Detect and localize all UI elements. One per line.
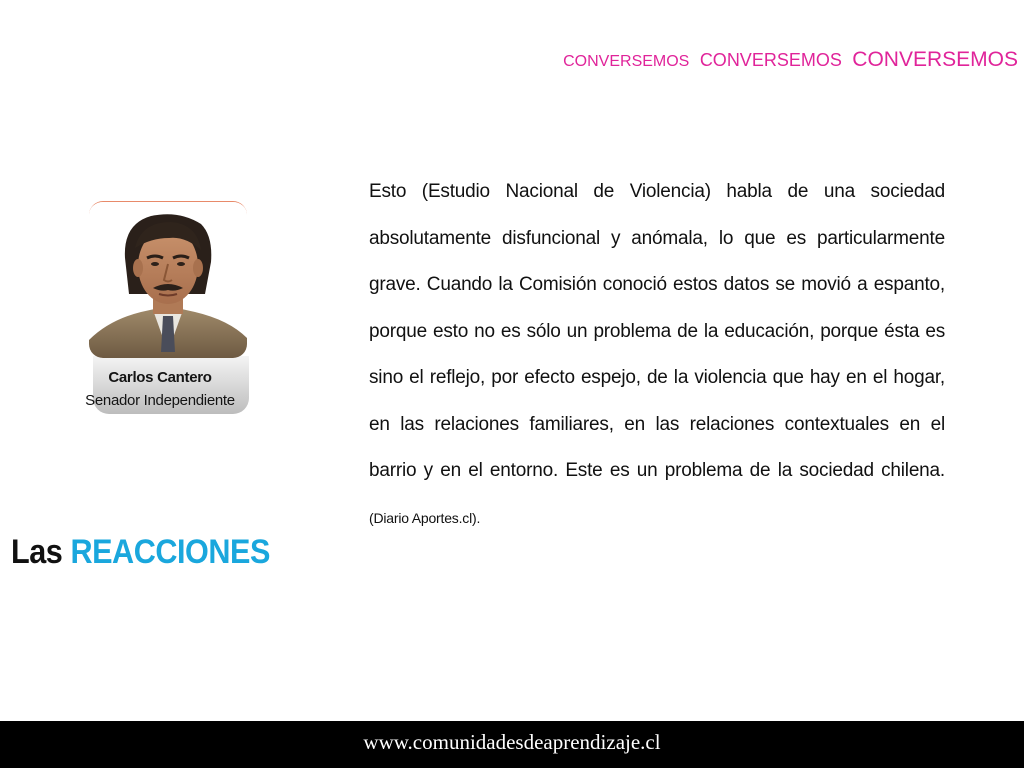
quote-source: (Diario Aportes.cl). [369, 509, 481, 526]
profile-name: Carlos Cantero [108, 369, 212, 386]
title-prefix: Las [11, 533, 63, 571]
person-photo-icon [89, 202, 247, 358]
header-tag: CONVERSEMOS [563, 53, 690, 70]
quote-text: Esto (Estudio Nacional de Violencia) habla de una sociedad absolutamente disfuncional y anómala, lo que es particularmente grave. Cuando la Comisión conoció estos datos se movió a espanto, porque esto no es sólo un problema de la educación, porque ésta es sino el reflejo, por efecto espejo, de la violencia que hay en el hogar, en las relaciones familiares, en las relaciones contextuales en el barrio y en el entorno. Este es un problema de la sociedad chilena. [369, 181, 945, 481]
footer-url: www.comunidadesdeaprendizaje.cl [363, 730, 661, 754]
header-tag: CONVERSEMOS [699, 50, 842, 70]
section-title [11, 533, 270, 572]
profile-role: Senador Independiente [85, 392, 235, 409]
quote-paragraph [369, 169, 945, 541]
header-tag: CONVERSEMOS [852, 48, 1018, 71]
footer-bar [0, 721, 1024, 768]
profile-photo [89, 201, 247, 358]
header-tags [557, 48, 1018, 72]
title-accent: REACCIONES [70, 533, 270, 571]
